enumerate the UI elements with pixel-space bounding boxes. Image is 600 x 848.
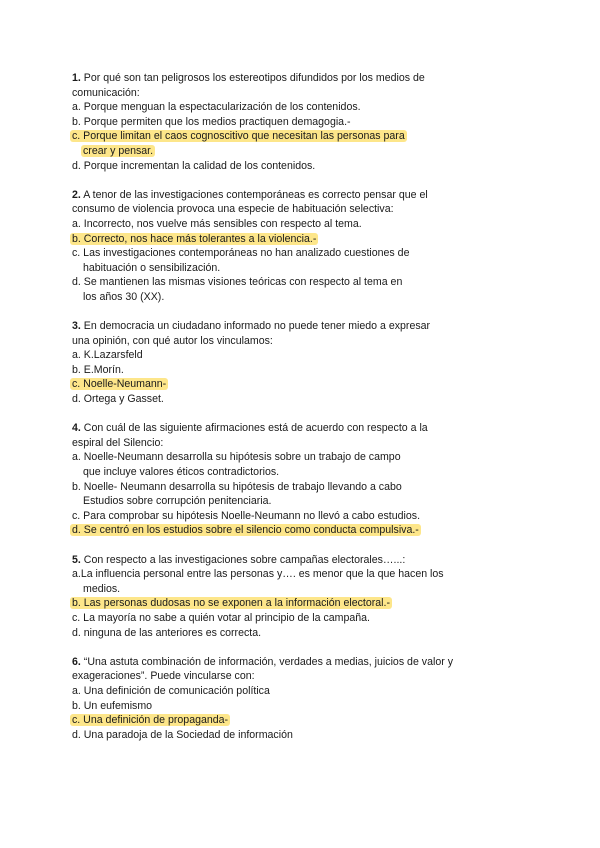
option-line (72, 159, 482, 174)
option-line (72, 626, 482, 641)
option-text: crear y pensar. (83, 144, 154, 157)
option-text: b. Un eufemismo (72, 699, 153, 712)
option-text: c. Las investigaciones contemporáneas no han analizado cuestiones de (72, 247, 410, 260)
option-line (72, 596, 482, 611)
question-stem-text: espiral del Silencio: (72, 436, 164, 449)
question-stem-text: comunicación: (72, 86, 140, 99)
answer-option (72, 217, 482, 232)
question-stem-line (72, 436, 482, 451)
option-text: que incluye valores éticos contradictorios. (83, 466, 280, 479)
option-line (72, 290, 482, 305)
answer-option (72, 348, 482, 363)
question-stem-line (72, 334, 482, 349)
option-line (72, 392, 482, 407)
question-number: 5. (72, 553, 81, 566)
question-6 (72, 655, 482, 743)
answer-option (72, 626, 482, 641)
option-text: medios. (83, 582, 121, 595)
answer-option (72, 159, 482, 174)
question-3 (72, 319, 482, 407)
question-number: 4. (72, 422, 81, 435)
answer-option (72, 246, 482, 275)
option-text: d. Una paradoja de la Sociedad de información (72, 728, 293, 741)
option-line (72, 348, 482, 363)
question-stem-line (72, 655, 482, 670)
question-5 (72, 553, 482, 641)
answer-option (72, 509, 482, 524)
option-line (72, 100, 482, 115)
question-number: 6. (72, 655, 81, 668)
option-text: d. ninguna de las anteriores es correcta. (72, 626, 262, 639)
question-stem-text: En democracia un ciudadano informado no puede tener miedo a expresar (80, 320, 431, 333)
answer-option (72, 392, 482, 407)
answer-option (72, 100, 482, 115)
option-text: b. Correcto, nos hace más tolerantes a la violencia.- (72, 232, 317, 245)
question-stem-text: consumo de violencia provoca una especie de habituación selectiva: (72, 203, 394, 216)
option-text: Estudios sobre corrupción penitenciaria. (83, 495, 272, 508)
question-stem-line (72, 71, 482, 86)
option-text: b. Porque permiten que los medios practiquen demagogia.- (72, 115, 351, 128)
question-stem-text: Con respecto a las investigaciones sobre campañas electorales…...: (80, 553, 406, 566)
option-text: c. Una definición de propaganda- (72, 714, 229, 727)
option-line (72, 261, 482, 276)
option-line (72, 567, 482, 582)
option-text: a. K.Lazarsfeld (72, 349, 143, 362)
answer-option (72, 567, 482, 596)
option-text: c. Para comprobar su hipótesis Noelle-Neumann no llevó a cabo estudios. (72, 509, 421, 522)
answer-option (72, 363, 482, 378)
question-number: 3. (72, 320, 81, 333)
option-text: a.La influencia personal entre las personas y…. es menor que la que hacen los (72, 568, 444, 581)
option-line (72, 728, 482, 743)
option-line (72, 377, 482, 392)
question-4 (72, 421, 482, 538)
option-line (72, 699, 482, 714)
option-text: c. La mayoría no sabe a quién votar al principio de la campaña. (72, 611, 370, 624)
option-text: b. Las personas dudosas no se exponen a la información electoral.- (72, 597, 391, 610)
answer-option-highlighted (72, 523, 482, 538)
answer-option-highlighted (72, 596, 482, 611)
option-text: c. Porque limitan el caos cognoscitivo que necesitan las personas para (72, 130, 405, 143)
question-stem-text: una opinión, con qué autor los vinculamos: (72, 334, 273, 347)
question-stem-line (72, 188, 482, 203)
answer-option-highlighted (72, 232, 482, 247)
answer-option-highlighted (72, 129, 482, 158)
option-text: a. Una definición de comunicación política (72, 684, 270, 697)
question-1 (72, 71, 482, 173)
answer-option (72, 480, 482, 509)
option-line (72, 684, 482, 699)
option-text: habituación o sensibilización. (83, 261, 221, 274)
question-stem-text: Con cuál de las siguiente afirmaciones está de acuerdo con respecto a la (80, 422, 428, 435)
option-text: a. Porque menguan la espectacularización de los contenidos. (72, 101, 361, 114)
question-2 (72, 188, 482, 305)
answer-option (72, 684, 482, 699)
answer-option (72, 611, 482, 626)
option-line (72, 275, 482, 290)
option-line (72, 115, 482, 130)
question-stem-text: Por qué son tan peligrosos los estereotipos difundidos por los medios de (80, 72, 425, 84)
question-stem-line (72, 553, 482, 568)
question-stem-line (72, 421, 482, 436)
option-line (72, 363, 482, 378)
option-line (72, 480, 482, 495)
option-line (72, 465, 482, 480)
question-stem-line (72, 319, 482, 334)
option-line (72, 232, 482, 247)
option-line (72, 129, 482, 144)
option-text: d. Se centró en los estudios sobre el silencio como conducta compulsiva.- (72, 524, 419, 537)
question-list (72, 71, 482, 757)
option-text: b. Noelle- Neumann desarrolla su hipótesis de trabajo llevando a cabo (72, 480, 402, 493)
option-line (72, 144, 482, 159)
option-line (72, 450, 482, 465)
question-stem-text: exageraciones”. Puede vincularse con: (72, 670, 255, 683)
answer-option-highlighted (72, 377, 482, 392)
answer-option (72, 728, 482, 743)
option-line (72, 246, 482, 261)
option-line (72, 217, 482, 232)
option-line (72, 494, 482, 509)
answer-option (72, 275, 482, 304)
question-stem-line (72, 669, 482, 684)
option-line (72, 509, 482, 524)
answer-option (72, 115, 482, 130)
option-line (72, 582, 482, 597)
option-text: a. Noelle-Neumann desarrolla su hipótesis sobre un trabajo de campo (72, 451, 401, 464)
question-stem-line (72, 202, 482, 217)
question-stem-text: “Una astuta combinación de información, verdades a medias, juicios de valor y (80, 655, 453, 668)
option-text: los años 30 (XX). (83, 290, 165, 303)
option-line (72, 713, 482, 728)
answer-option (72, 699, 482, 714)
question-number: 1. (72, 72, 81, 84)
option-text: b. E.Morín. (72, 363, 124, 376)
option-text: d. Porque incrementan la calidad de los contenidos. (72, 159, 316, 172)
answer-option (72, 450, 482, 479)
question-number: 2. (72, 188, 81, 201)
question-stem-text: A tenor de las investigaciones contemporáneas es correcto pensar que el (80, 188, 428, 201)
option-text: c. Noelle-Neumann- (72, 378, 167, 391)
option-line (72, 611, 482, 626)
option-text: d. Se mantienen las mismas visiones teóricas con respecto al tema en (72, 276, 403, 289)
option-line (72, 523, 482, 538)
option-text: a. Incorrecto, nos vuelve más sensibles con respecto al tema. (72, 217, 362, 230)
answer-option-highlighted (72, 713, 482, 728)
option-text: d. Ortega y Gasset. (72, 393, 164, 406)
question-stem-line (72, 86, 482, 101)
